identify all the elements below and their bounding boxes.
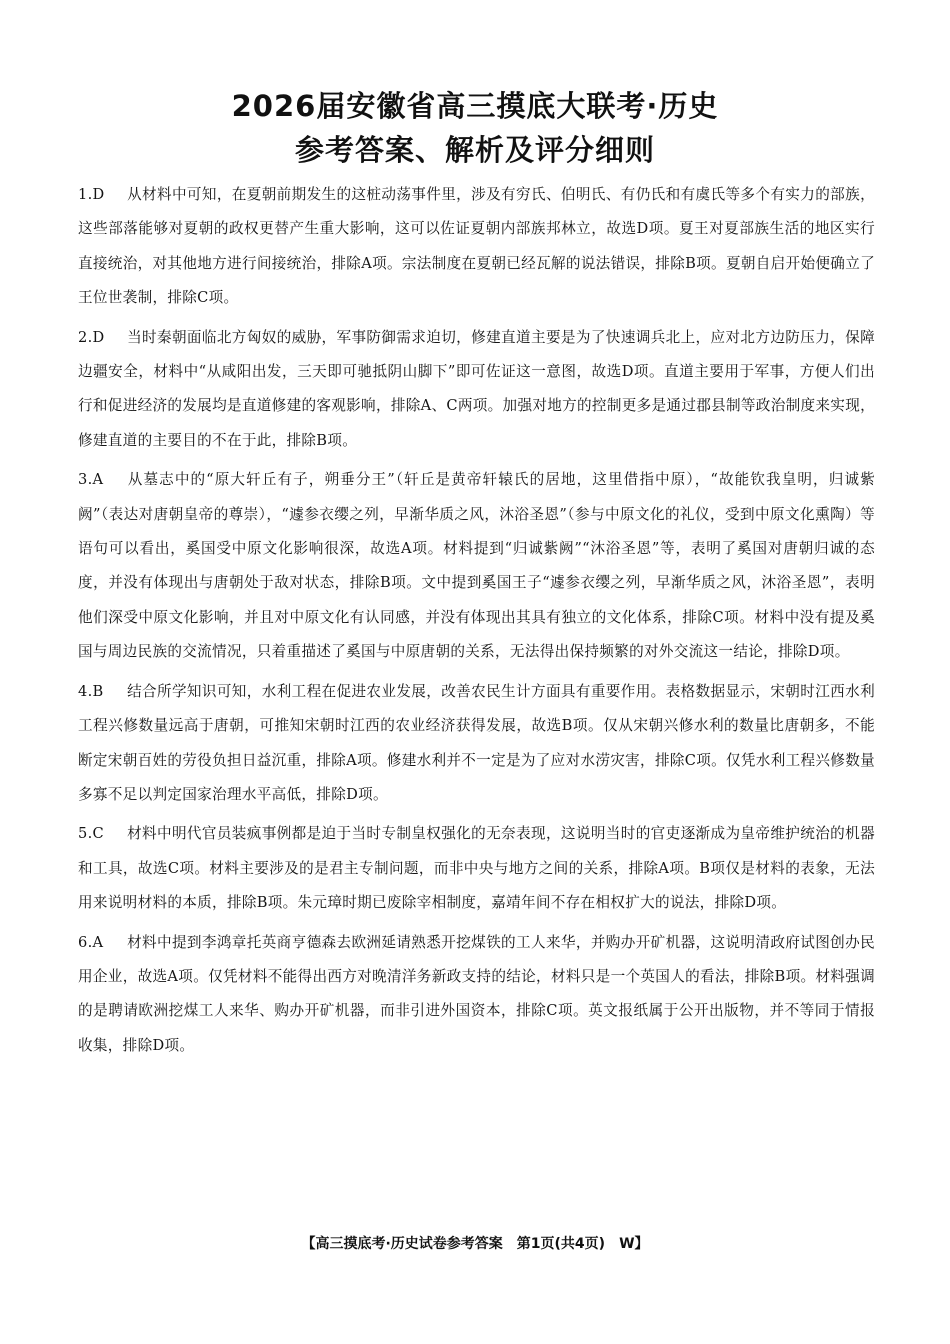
answer-explanation: 材料中明代官员装疯事例都是迫于当时专制皇权强化的无奈表现，这说明当时的官吏逐渐成为皇帝维护统治的机器和工具，故选C项。材料主要涉及的是君主专制问题，而非中央与地方之间的关系，排除A项。B项仅是材料的表象，无法用来说明材料的本质，排除B项。朱元璋时期已废除宰相制度，嘉靖年间不存在相权扩大的说法，排除D项。 — [78, 825, 875, 912]
document-header — [0, 84, 950, 172]
answer-key: C — [92, 825, 104, 843]
page-footer: 【高三摸底考·历史试卷参考答案 第1页(共4页) W】 — [301, 1236, 649, 1252]
document-subtitle: 参考答案、解析及评分细则 — [294, 133, 655, 167]
answer-number: 1. — [78, 186, 93, 203]
answer-key: D — [92, 328, 105, 346]
answer-head — [78, 926, 127, 960]
answer-key: A — [92, 471, 104, 489]
answer-key: D — [92, 186, 105, 203]
answer-item-4 — [78, 675, 875, 813]
answer-explanation: 结合所学知识可知，水利工程在促进农业发展，改善农民生计方面具有重要作用。表格数据显示，宋朝时江西水利工程兴修数量远高于唐朝，可推知宋朝时江西的农业经济获得发展，故选B项。仅从宋朝兴修水利的数量比唐朝多，不能断定宋朝百姓的劳役负担日益沉重，排除A项。修建水利并不一定是为了应对水涝灾害，排除C项。仅凭水利工程兴修数量多寡不足以判定国家治理水平高低，排除D项。 — [78, 682, 875, 803]
answer-item-2 — [78, 321, 875, 459]
answer-explanation: 材料中提到李鸿章托英商亨德森去欧洲延请熟悉开挖煤铁的工人来华，并购办开矿机器，这说明清政府试图创办民用企业，故选A项。仅凭材料不能得出西方对晚清洋务新政支持的结论，材料只是一个英国人的看法，排除B项。材料强调的是聘请欧洲挖煤工人来华、购办开矿机器，而非引进外国资本，排除C项。英文报纸属于公开出版物，并不等同于情报收集，排除D项。 — [78, 933, 875, 1054]
answer-head — [78, 817, 127, 851]
answer-number: 4. — [78, 682, 93, 700]
answer-head — [78, 463, 127, 497]
answer-number: 2. — [78, 328, 93, 346]
answer-item-3 — [78, 463, 875, 669]
document-title: 2026届安徽省高三摸底大联考·历史 — [231, 89, 719, 123]
answer-key: B — [92, 682, 104, 700]
answer-head — [78, 675, 127, 709]
answer-number: 5. — [78, 825, 93, 843]
answer-head — [78, 321, 127, 355]
answer-head — [78, 178, 127, 212]
answer-number: 3. — [78, 471, 93, 489]
answer-number: 6. — [78, 933, 93, 951]
answer-item-5 — [78, 817, 875, 920]
answer-key: A — [92, 933, 104, 951]
answer-explanation: 当时秦朝面临北方匈奴的威胁，军事防御需求迫切，修建直道主要是为了快速调兵北上，应对北方边防压力，保障边疆安全，材料中“从咸阳出发，三天即可驰抵阴山脚下”即可佐证这一意图，故选D项。直道主要用于军事，方便人们出行和促进经济的发展均是直道修建的客观影响，排除A、C两项。加强对地方的控制更多是通过郡县制等政治制度来实现，修建直道的主要目的不在于此，排除B项。 — [78, 328, 875, 449]
answer-item-1 — [78, 178, 875, 316]
answer-explanation: 从材料中可知，在夏朝前期发生的这桩动荡事件里，涉及有穷氏、伯明氏、有仍氏和有虞氏等多个有实力的部族，这些部落能够对夏朝的政权更替产生重大影响，这可以佐证夏朝内部族邦林立，故选D项。夏王对夏部族生活的地区实行直接统治，对其他地方进行间接统治，排除A项。宗法制度在夏朝已经瓦解的说法错误，排除B项。夏朝自启开始便确立了王位世袭制，排除C项。 — [78, 186, 875, 307]
answer-explanation: 从墓志中的“原大轩丘有子，朔垂分王”（轩丘是黄帝轩辕氏的居地，这里借指中原），“故能钦我皇明，归诚紫阙”（表达对唐朝皇帝的尊崇），“遽参衣缨之列，早渐华质之风，沐浴圣恩”（参与中原文化的礼仪，受到中原文化熏陶）等语句可以看出，奚国受中原文化影响很深，故选A项。材料提到“归诚紫阙”“沐浴圣恩”等，表明了奚国对唐朝归诚的态度，并没有体现出与唐朝处于敌对状态，排除B项。文中提到奚国王子“遽参衣缨之列，早渐华质之风，沐浴圣恩”，表明他们深受中原文化影响，并且对中原文化有认同感，并没有体现出其具有独立的文化体系，排除C项。材料中没有提及奚国与周边民族的交流情况，只着重描述了奚国与中原唐朝的关系，无法得出保持频繁的对外交流这一结论，排除D项。 — [78, 471, 875, 661]
answer-item-6 — [78, 926, 875, 1064]
answer-list — [78, 178, 875, 1068]
